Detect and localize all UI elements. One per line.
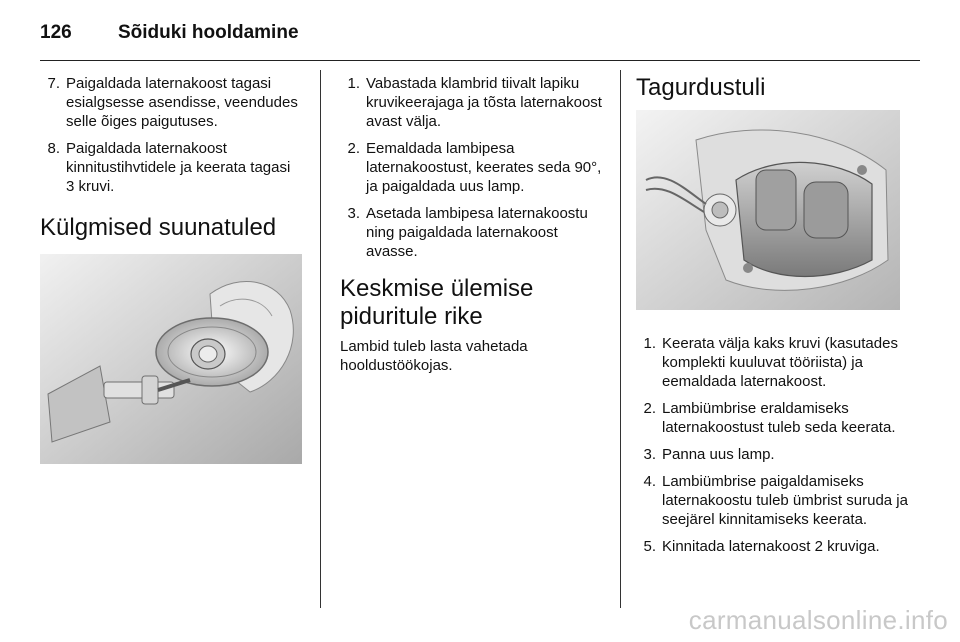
column-divider-right [620, 70, 621, 608]
list-item [636, 472, 916, 529]
item-text: Paigaldada laternakoost tagasi esialgsesse asendisse, veendudes selle õiges paigutuses. [66, 75, 298, 130]
page-number: 126 [40, 22, 72, 43]
item-number: 2. [347, 140, 360, 157]
item-number: 5. [643, 538, 656, 555]
item-text: Lambiümbrise eraldamiseks laternakoostust tuleb seda keerata. [662, 400, 896, 436]
steps-list-reversing-light [636, 334, 916, 556]
steps-list-continued [40, 74, 302, 196]
heading-line-2: piduritule rike [340, 303, 483, 330]
reversing-light-illustration [636, 110, 916, 310]
column-2 [340, 74, 606, 375]
chapter-title: Sõiduki hooldamine [118, 22, 299, 43]
list-item [636, 399, 916, 437]
item-number: 3. [643, 446, 656, 463]
list-item [636, 445, 916, 464]
item-number: 1. [643, 335, 656, 352]
item-number: 8. [47, 140, 60, 157]
heading-line-1: Keskmise ülemise [340, 275, 534, 302]
item-number: 1. [347, 75, 360, 92]
page-header [40, 20, 920, 61]
list-item [40, 74, 302, 131]
steps-list-side-indicator [340, 74, 606, 261]
item-text: Lambiümbrise paigaldamiseks laternakoostu tuleb ümbrist suruda ja seejärel kinnitamiseks keerata. [662, 473, 908, 528]
list-item [40, 139, 302, 196]
item-text: Eemaldada lambipesa laternakoostust, keerates seda 90°, ja paigaldada uus lamp. [366, 140, 602, 195]
section-heading-brake-light [340, 275, 606, 331]
item-number: 4. [643, 473, 656, 490]
section-heading-side-indicators: Külgmised suunatuled [40, 214, 277, 241]
item-number: 7. [47, 75, 60, 92]
list-item [340, 74, 606, 131]
list-item [340, 139, 606, 196]
column-3 [636, 74, 916, 564]
watermark: carmanualsonline.info [688, 605, 948, 635]
list-item [636, 537, 916, 556]
item-number: 2. [643, 400, 656, 417]
item-text: Kinnitada laternakoost 2 kruviga. [662, 538, 880, 555]
side-indicator-illustration [40, 254, 302, 464]
item-number: 3. [347, 205, 360, 222]
section-heading-reversing-light: Tagurdustuli [636, 74, 766, 101]
column-divider-left [320, 70, 321, 608]
item-text: Panna uus lamp. [662, 446, 775, 463]
list-item [340, 204, 606, 261]
item-text: Asetada lambipesa laternakoostu ning paigaldada laternakoost avasse. [366, 205, 588, 260]
item-text: Keerata välja kaks kruvi (kasutades komplekti kuuluvat tööriista) ja eemaldada laternakoost. [662, 335, 898, 390]
column-1 [40, 74, 302, 464]
item-text: Paigaldada laternakoost kinnitustihvtidele ja keerata tagasi 3 kruvi. [66, 140, 291, 195]
item-text: Vabastada klambrid tiivalt lapiku kruvikeerajaga ja tõsta laternakoost avast välja. [366, 75, 602, 130]
brake-light-paragraph: Lambid tuleb lasta vahetada hooldustöökojas. [340, 338, 528, 374]
list-item [636, 334, 916, 391]
